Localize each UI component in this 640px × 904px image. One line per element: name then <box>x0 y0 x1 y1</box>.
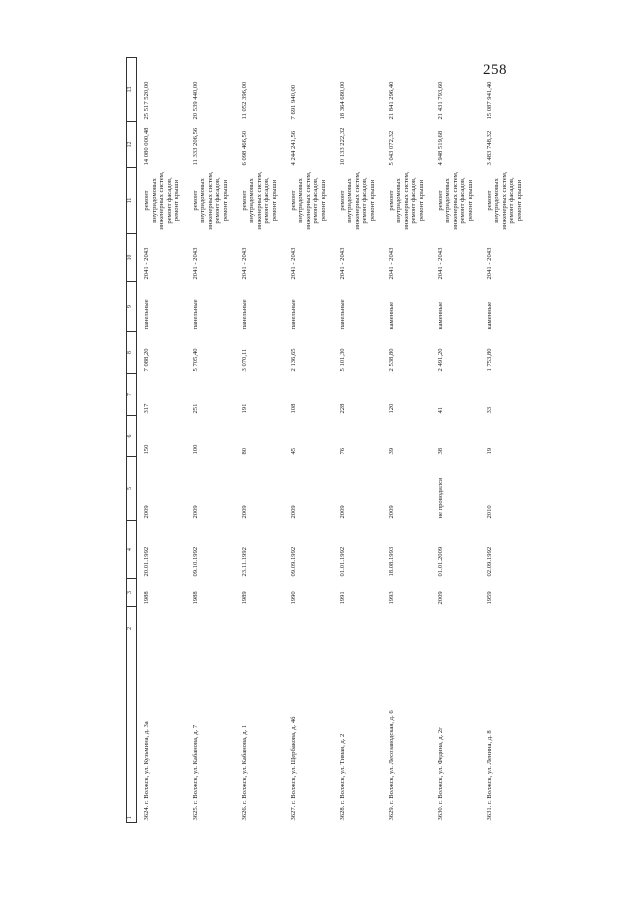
work-cell: ремонт внутридомовых инженерных систем, ремонт фасадов, ремонт крыши <box>387 171 425 230</box>
count-cell: 19 <box>485 447 493 455</box>
header-col-7: 7 <box>127 374 137 416</box>
date-cell: 09.10.1992 <box>191 546 199 577</box>
total-cell: 7 691 940,00 <box>289 84 297 120</box>
period-cell: 2041 - 2043 <box>240 247 248 280</box>
work-cell: ремонт внутридомовых инженерных систем, ремонт фасадов, ремонт крыши <box>240 171 278 230</box>
address-cell: 3625. г. Волжск, ул. Кабанова, д. 7 <box>191 724 199 821</box>
table-row <box>333 58 382 823</box>
header-cell <box>127 607 137 823</box>
area-cell: 5 705,40 <box>191 348 199 372</box>
cost-cell: 14 080 000,48 <box>143 127 150 166</box>
total-cell: 25 517 520,00 <box>143 81 150 120</box>
date-cell: 02.09.1992 <box>485 546 493 577</box>
cost-cell: 4 948 519,68 <box>436 130 444 166</box>
total-cell: 21 841 296,40 <box>387 81 395 120</box>
material-cell: каменные <box>387 301 395 330</box>
date-cell: 01.01.2009 <box>436 546 444 577</box>
table-row <box>431 58 480 823</box>
year-cell: 1959 <box>485 591 493 605</box>
total-cell: 21 431 793,60 <box>436 81 444 120</box>
year-cell: 1993 <box>387 591 395 605</box>
area-cell: 2 136,65 <box>289 348 297 372</box>
work-cell: ремонт внутридомовых инженерных систем, ремонт фасадов, ремонт крыши <box>485 171 523 230</box>
header-col-11: 11 <box>127 168 137 234</box>
period-cell: 2041 - 2043 <box>191 247 199 280</box>
survey-cell: 2009 <box>387 505 395 519</box>
year-cell: 2009 <box>436 591 444 605</box>
material-cell: панельные <box>289 299 297 330</box>
count-cell: 150 <box>143 444 150 455</box>
header-col-9: 9 <box>127 282 137 332</box>
table-row <box>480 58 529 823</box>
address-cell: 3631. г. Волжск, ул. Ленина, д. 8 <box>485 730 493 821</box>
table-row <box>137 58 186 823</box>
area-cell: 5 101,30 <box>338 348 346 372</box>
rotated-table-wrapper <box>126 58 526 823</box>
header-col-12: 12 <box>127 122 137 168</box>
header-col-2: 2 <box>127 627 133 630</box>
address-cell: 3624. г. Волжск, ул. Кузьмина, д. 3а <box>143 721 150 821</box>
total-cell: 20 539 440,00 <box>191 81 199 120</box>
residents-cell: 251 <box>191 403 199 414</box>
work-cell: ремонт внутридомовых инженерных систем, ремонт фасадов, ремонт крыши <box>338 171 376 230</box>
header-col-3: 3 <box>127 579 137 607</box>
material-cell: панельные <box>191 299 199 330</box>
table-row <box>235 58 284 823</box>
residents-cell: 191 <box>240 403 248 414</box>
header-col-4: 4 <box>127 521 137 579</box>
header-col-1: 1 <box>127 816 133 819</box>
work-cell: ремонт внутридомовых инженерных систем, ремонт фасадов, ремонт крыши <box>289 171 327 230</box>
cost-cell: 4 244 241,56 <box>289 130 297 166</box>
residents-cell: 41 <box>436 406 444 414</box>
header-col-10: 10 <box>127 234 137 282</box>
address-cell: 3628. г. Волжск, ул. Тимая, д. 2 <box>338 733 346 821</box>
residents-cell: 317 <box>143 403 150 414</box>
header-col-6: 6 <box>127 416 137 457</box>
housing-repair-table <box>126 57 529 823</box>
header-col-8: 8 <box>127 332 137 374</box>
work-cell: ремонт внутридомовых инженерных систем, ремонт фасадов, ремонт крыши <box>143 171 181 230</box>
table-row <box>186 58 235 823</box>
count-cell: 76 <box>338 447 346 455</box>
table-row <box>382 58 431 823</box>
date-cell: 20.01.1992 <box>143 546 150 577</box>
survey-cell: 2010 <box>485 505 493 519</box>
period-cell: 2041 - 2043 <box>436 247 444 280</box>
period-cell: 2041 - 2043 <box>143 247 150 280</box>
header-col-13: 13 <box>127 58 137 122</box>
address-cell: 3630. г. Волжск, ул. Федина, д. 2г <box>436 727 444 821</box>
area-cell: 2 491,20 <box>436 348 444 372</box>
total-cell: 15 087 941,40 <box>485 81 493 120</box>
material-cell: панельные <box>338 299 346 330</box>
period-cell: 2041 - 2043 <box>485 247 493 280</box>
residents-cell: 108 <box>289 403 297 414</box>
year-cell: 1990 <box>289 591 297 605</box>
residents-cell: 120 <box>387 403 395 414</box>
year-cell: 1991 <box>338 591 346 605</box>
count-cell: 100 <box>191 444 199 455</box>
year-cell: 1989 <box>240 591 248 605</box>
address-cell: 3629. г. Волжск, ул. Лесозаводская, д. 6 <box>387 710 395 821</box>
count-cell: 38 <box>436 447 444 455</box>
date-cell: 09.09.1992 <box>289 546 297 577</box>
work-cell: ремонт внутридомовых инженерных систем, ремонт фасадов, ремонт крыши <box>436 171 474 230</box>
count-cell: 45 <box>289 447 297 455</box>
survey-cell: 2009 <box>191 505 199 519</box>
date-cell: 23.11.1992 <box>240 547 248 577</box>
material-cell: панельные <box>240 299 248 330</box>
period-cell: 2041 - 2043 <box>387 247 395 280</box>
cost-cell: 6 098 466,50 <box>240 130 248 166</box>
period-cell: 2041 - 2043 <box>289 247 297 280</box>
table-row <box>284 58 333 823</box>
survey-cell: не проводился <box>436 477 444 519</box>
cost-cell: 11 333 206,56 <box>191 127 199 166</box>
survey-cell: 2009 <box>240 505 248 519</box>
header-col-5: 5 <box>127 457 137 521</box>
address-cell: 3627. г. Волжск, ул. Щербакова, д. 4б <box>289 716 297 821</box>
area-cell: 3 070,11 <box>240 348 248 372</box>
table-body <box>137 58 529 823</box>
year-cell: 1988 <box>143 591 150 605</box>
period-cell: 2041 - 2043 <box>338 247 346 280</box>
year-cell: 1988 <box>191 591 199 605</box>
work-cell: ремонт внутридомовых инженерных систем, ремонт фасадов, ремонт крыши <box>191 171 229 230</box>
material-cell: каменные <box>485 301 493 330</box>
date-cell: 18.08.1993 <box>387 546 395 577</box>
residents-cell: 33 <box>485 406 493 414</box>
count-cell: 39 <box>387 447 395 455</box>
survey-cell: 2009 <box>143 505 150 519</box>
cost-cell: 5 043 072,32 <box>387 130 395 166</box>
survey-cell: 2009 <box>289 505 297 519</box>
total-cell: 18 364 680,00 <box>338 81 346 120</box>
page-number: 258 <box>483 62 507 78</box>
address-cell: 3626. г. Волжск, ул. Кабанова, д. 1 <box>240 724 248 821</box>
cost-cell: 3 483 748,32 <box>485 130 493 166</box>
area-cell: 7 088,20 <box>143 348 150 372</box>
material-cell: панельные <box>143 299 150 330</box>
table-header <box>127 58 137 823</box>
area-cell: 2 538,80 <box>387 348 395 372</box>
material-cell: каменные <box>436 301 444 330</box>
area-cell: 1 753,80 <box>485 348 493 372</box>
total-cell: 11 052 396,00 <box>240 81 248 120</box>
survey-cell: 2009 <box>338 505 346 519</box>
count-cell: 80 <box>240 447 248 455</box>
residents-cell: 228 <box>338 403 346 414</box>
date-cell: 01.01.1992 <box>338 546 346 577</box>
cost-cell: 10 133 222,32 <box>338 127 346 166</box>
